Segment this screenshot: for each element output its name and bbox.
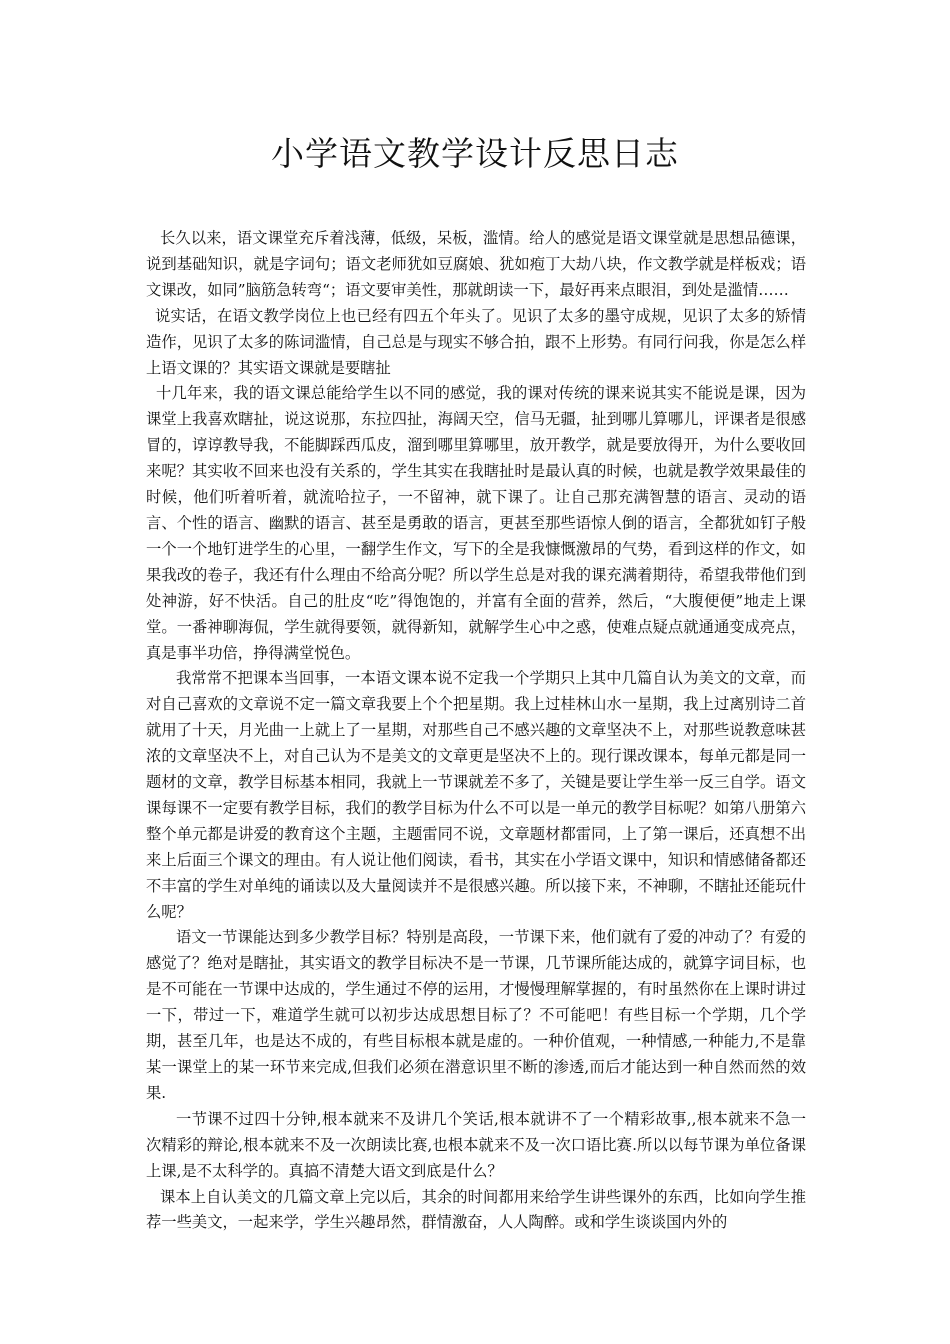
paragraph-5: 语文一节课能达到多少教学目标？特别是高段，一节课下来，他们就有了爱的冲动了？有爱的感觉了？绝对是瞎扯，其实语文的教学目标决不是一节课，几节课所能达成的，就算字词目标，也是不可能在一节课中达成的，学生通过不停的运用，才慢慢理解掌握的，有时虽然你在上课时讲过一下，带过一下，难道学生就可以初步达成思想目标了？不可能吧！有些目标一个学期，几个学期，甚至几年，也是达不成的，有些目标根本就是虚的。一种价值观，一种情感,一种能力,不是靠某一课堂上的某一环节来完成,但我们必须在潜意识里不断的渗透,而后才能达到一种自然而然的效果. [146, 928, 806, 1102]
document-body [146, 226, 806, 1236]
paragraph-3: 十几年来，我的语文课总能给学生以不同的感觉，我的课对传统的课来说其实不能说是课，因为课堂上我喜欢瞎扯，说这说那，东拉四扯，海阔天空，信马无疆，扯到哪儿算哪儿，评课者是很感冒的，谆谆教导我，不能脚踩西瓜皮，溜到哪里算哪里，放开教学，就是要放得开，为什么要收回来呢？其实收不回来也没有关系的，学生其实在我瞎扯时是最认真的时候，也就是教学效果最佳的时候，他们听着听着，就流哈拉子，一不留神，就下课了。让自己那充满智慧的语言、灵动的语言、个性的语言、幽默的语言、甚至是勇敢的语言，更甚至那些语惊人倒的语言，全都犹如钉子般一个一个地钉进学生的心里，一翻学生作文，写下的全是我慷慨激昂的气势，看到这样的作文，如果我改的卷子，我还有什么理由不给高分呢？所以学生总是对我的课充满着期待，希望我带他们到处神游，好不快活。自己的肚皮“吃”得饱饱的，并富有全面的营养，然后，“大腹便便”地走上课堂。一番神聊海侃，学生就得要领，就得新知，就解学生心中之惑，使难点疑点就通通变成亮点，真是事半功倍，挣得满堂悦色。 [146, 384, 806, 662]
paragraph-4: 我常常不把课本当回事，一本语文课本说不定我一个学期只上其中几篇自认为美文的文章，而对自己喜欢的文章说不定一篇文章我要上个个把星期。我上过桂林山水一星期，我上过离别诗二首就用了十天，月光曲一上就上了一星期，对那些自己不感兴趣的文章坚决不上，对那些说教意味甚浓的文章坚决不上，对自己认为不是美文的文章更是坚决不上的。现行课改课本，每单元都是同一题材的文章，教学目标基本相同，我就上一节课就差不多了，关键是要让学生举一反三自学。语文课每课不一定要有教学目标，我们的教学目标为什么不可以是一单元的教学目标呢？如第八册第六整个单元都是讲爱的教育这个主题，主题雷同不说，文章题材都雷同，上了第一课后，还真想不出来上后面三个课文的理由。有人说让他们阅读，看书，其实在小学语文课中，知识和情感储备都还不丰富的学生对单纯的诵读以及大量阅读并不是很感兴趣。所以接下来，不神聊，不瞎扯还能玩什么呢？ [146, 669, 806, 921]
paragraph-2: 说实话，在语文教学岗位上也已经有四五个年头了。见识了太多的墨守成规，见识了太多的矫情造作，见识了太多的陈词滥情，自己总是与现实不够合拍，跟不上形势。有同行问我，你是怎么样上语文课的？其实语文课就是要瞎扯 [146, 306, 806, 377]
paragraph-6: 一节课不过四十分钟,根本就来不及讲几个笑话,根本就讲不了一个精彩故事,,根本就来不急一次精彩的辩论,根本就来不及一次朗读比赛,也根本就来不及一次口语比赛.所以以每节课为单位备课上课,是不太科学的。真搞不清楚大语文到底是什么？ [146, 1109, 806, 1180]
paragraph-1: 长久以来，语文课堂充斥着浅薄，低级，呆板，滥情。给人的感觉是语文课堂就是思想品德课，说到基础知识，就是字词句；语文老师犹如豆腐娘、犹如疱丁大劫八块，作文教学就是样板戏；语文课改，如同”脑筋急转弯“；语文要审美性，那就朗读一下，最好再来点眼泪，到处是滥情…… [146, 229, 806, 299]
paragraph-7: 课本上自认美文的几篇文章上完以后，其余的时间都用来给学生讲些课外的东西，比如向学生推荐一些美文，一起来学，学生兴趣昂然，群情激奋，人人陶醉。或和学生谈谈国内外的 [146, 1187, 806, 1232]
document-title: 小学语文教学设计反思日志 [271, 134, 679, 173]
